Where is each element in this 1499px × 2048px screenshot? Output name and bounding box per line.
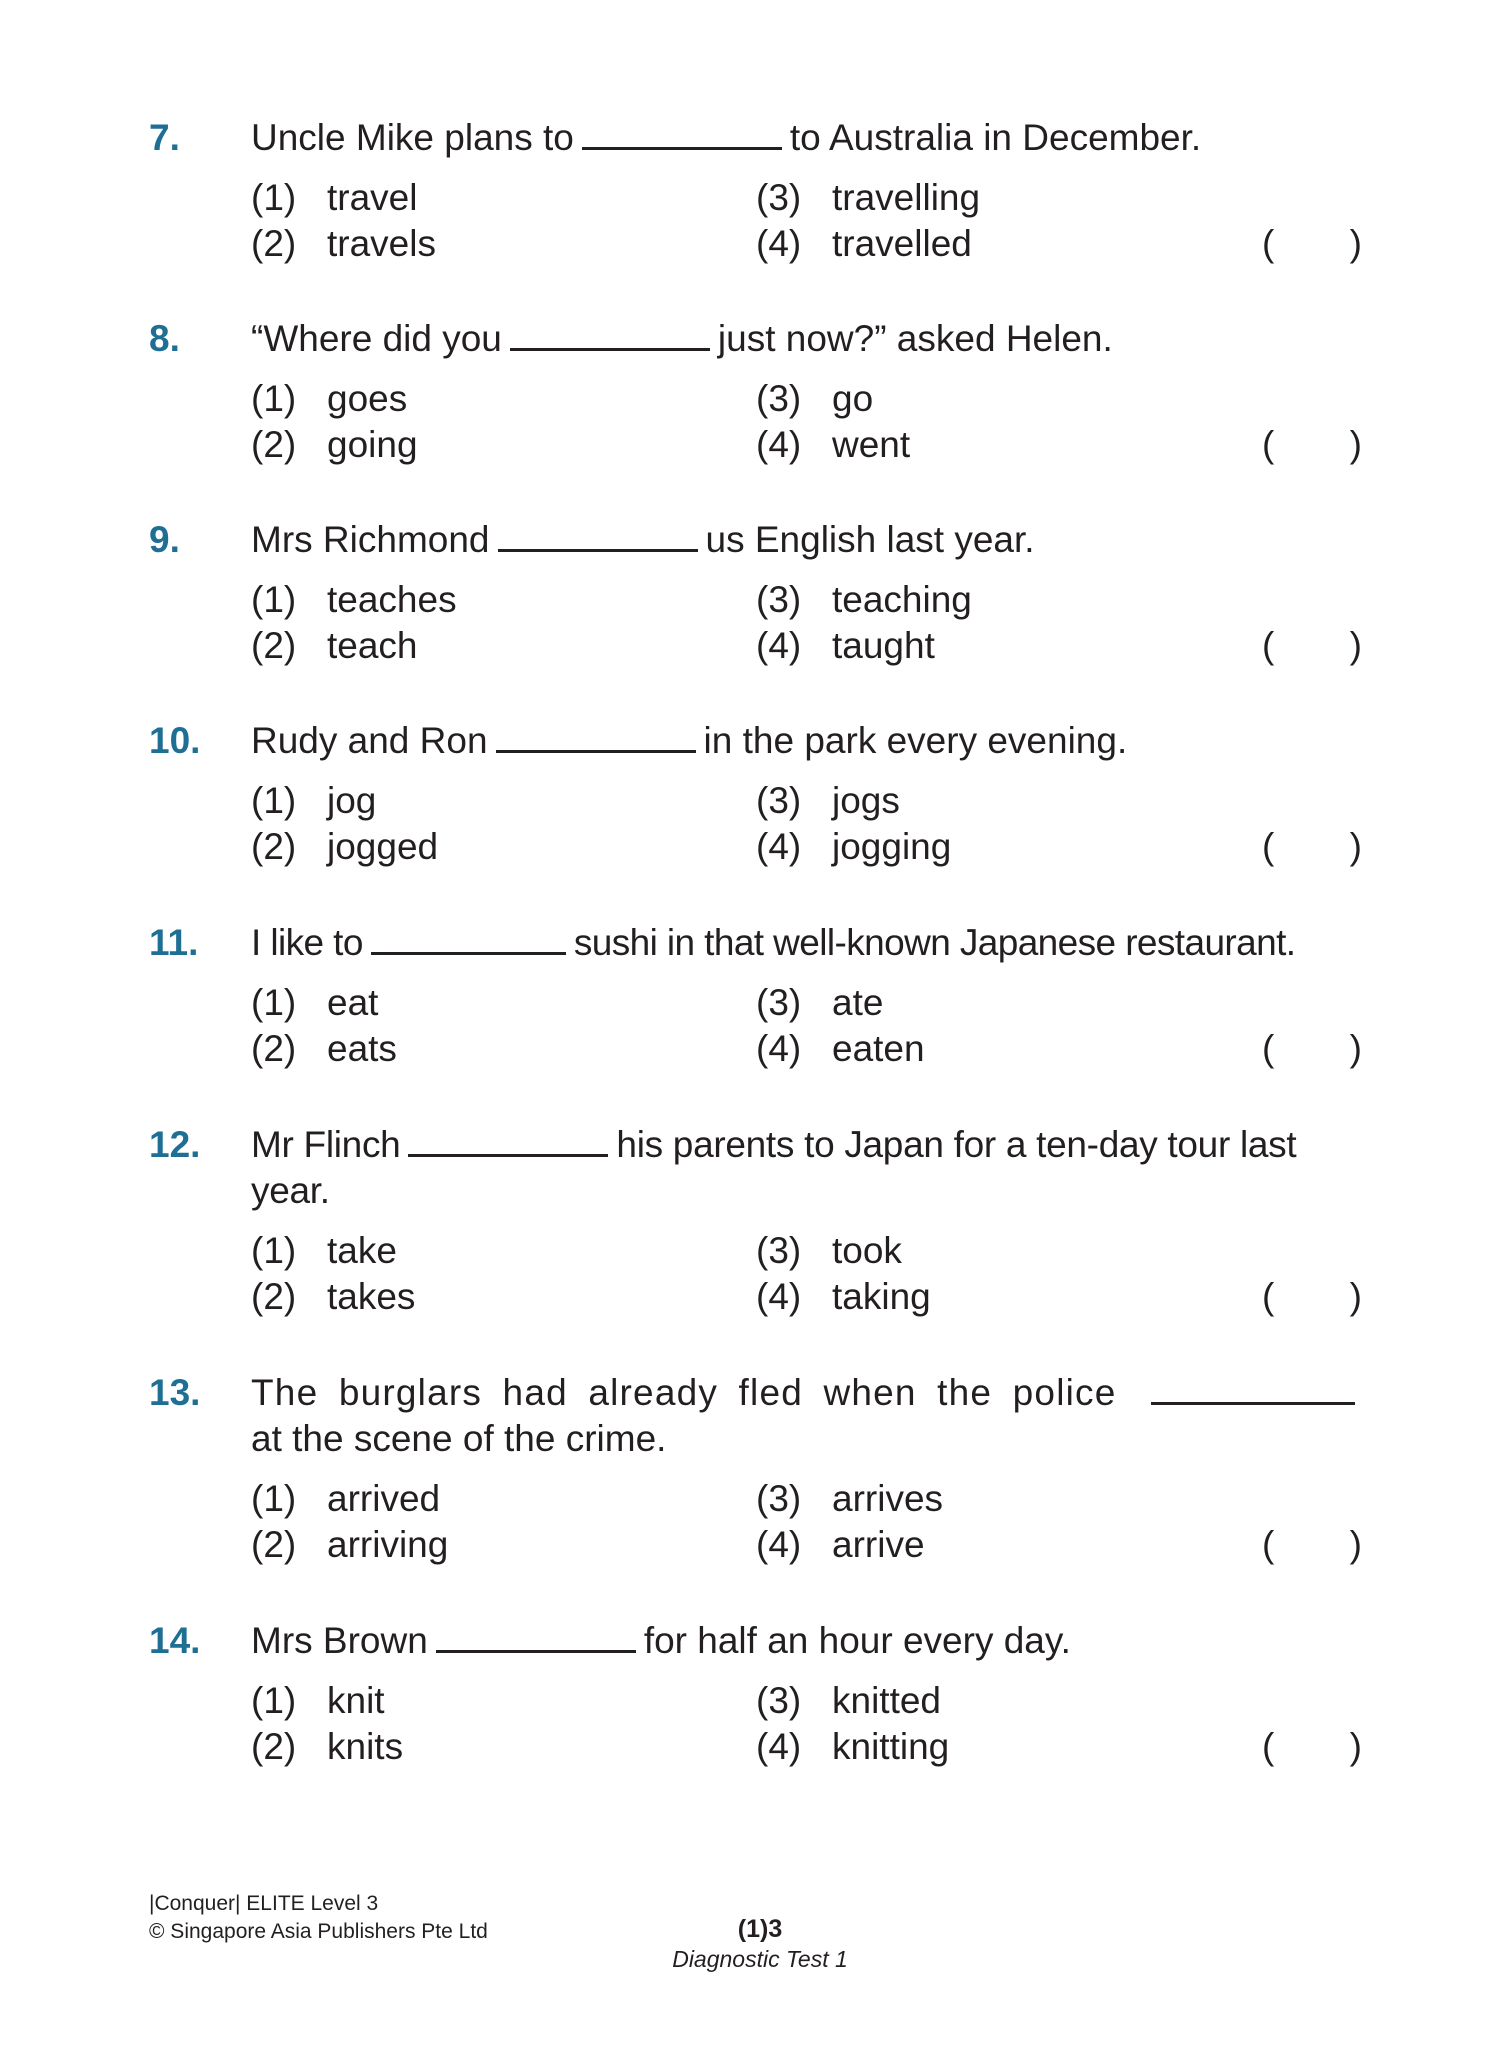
option-1[interactable]: (1) take bbox=[251, 1230, 397, 1271]
footer-copyright: © Singapore Asia Publishers Pte Ltd bbox=[149, 1920, 488, 1943]
question-number: 10. bbox=[149, 720, 201, 761]
option-1[interactable]: (1) goes bbox=[251, 378, 408, 419]
option-3[interactable]: (3) took bbox=[756, 1230, 902, 1271]
stem-before: I like to bbox=[251, 922, 363, 963]
stem-before: Rudy and Ron bbox=[251, 720, 488, 761]
question-stem bbox=[251, 1122, 1363, 1214]
option-2[interactable]: (2) knits bbox=[251, 1726, 404, 1767]
option-4[interactable]: (4) taking bbox=[756, 1276, 931, 1317]
option-2[interactable]: (2) jogged bbox=[251, 826, 439, 867]
option-3[interactable]: (3) ate bbox=[756, 982, 884, 1023]
option-1[interactable]: (1) jog bbox=[251, 780, 377, 821]
test-name: Diagnostic Test 1 bbox=[672, 1946, 848, 1972]
answer-blank[interactable] bbox=[582, 117, 782, 150]
option-4[interactable]: (4) knitting bbox=[756, 1726, 950, 1767]
option-1[interactable]: (1) travel bbox=[251, 177, 418, 218]
option-2[interactable]: (2) eats bbox=[251, 1028, 397, 1069]
stem-after: just now?” asked Helen. bbox=[717, 318, 1113, 359]
stem-before: Mrs Brown bbox=[251, 1620, 428, 1661]
stem-after: at the scene of the crime. bbox=[251, 1418, 667, 1459]
option-1[interactable]: (1) knit bbox=[251, 1680, 385, 1721]
question-stem bbox=[251, 316, 1363, 362]
page-number: (1)3 bbox=[737, 1915, 783, 1943]
question-number: 14. bbox=[149, 1620, 201, 1661]
option-3[interactable]: (3) teaching bbox=[756, 579, 972, 620]
question-stem bbox=[251, 1618, 1363, 1664]
answer-blank[interactable] bbox=[371, 922, 566, 955]
question-number: 12. bbox=[149, 1124, 201, 1165]
option-3[interactable]: (3) arrives bbox=[756, 1478, 944, 1519]
option-4[interactable]: (4) taught bbox=[756, 625, 935, 666]
answer-blank[interactable] bbox=[408, 1124, 608, 1157]
option-4[interactable]: (4) went bbox=[756, 424, 911, 465]
option-2[interactable]: (2) arriving bbox=[251, 1524, 449, 1565]
stem-before: Mr Flinch bbox=[251, 1124, 401, 1165]
option-3[interactable]: (3) travelling bbox=[756, 177, 981, 218]
question-stem bbox=[251, 1370, 1363, 1462]
question-stem bbox=[251, 920, 1363, 966]
option-3[interactable]: (3) go bbox=[756, 378, 874, 419]
stem-after: sushi in that well-known Japanese restaurant. bbox=[573, 922, 1296, 963]
question-number: 11. bbox=[149, 922, 199, 963]
option-4[interactable]: (4) eaten bbox=[756, 1028, 925, 1069]
question-stem bbox=[251, 517, 1363, 563]
stem-after: for half an hour every day. bbox=[643, 1620, 1071, 1661]
footer-publisher bbox=[149, 1890, 488, 1946]
option-2[interactable]: (2) takes bbox=[251, 1276, 416, 1317]
option-4[interactable]: (4) jogging bbox=[756, 826, 952, 867]
stem-after: to Australia in December. bbox=[789, 117, 1202, 158]
option-1[interactable]: (1) teaches bbox=[251, 579, 457, 620]
stem-before: Uncle Mike plans to bbox=[251, 117, 574, 158]
answer-blank[interactable] bbox=[1151, 1372, 1355, 1405]
answer-blank[interactable] bbox=[436, 1620, 636, 1653]
option-1[interactable]: (1) eat bbox=[251, 982, 379, 1023]
option-4[interactable]: (4) travelled bbox=[756, 223, 972, 264]
question-stem bbox=[251, 718, 1363, 764]
question-number: 9. bbox=[149, 519, 180, 560]
option-3[interactable]: (3) knitted bbox=[756, 1680, 942, 1721]
footer-series: |Conquer| ELITE Level 3 bbox=[149, 1892, 379, 1915]
option-4[interactable]: (4) arrive bbox=[756, 1524, 925, 1565]
answer-blank[interactable] bbox=[496, 720, 696, 753]
option-2[interactable]: (2) travels bbox=[251, 223, 436, 264]
stem-before: Mrs Richmond bbox=[251, 519, 490, 560]
question-number: 8. bbox=[149, 318, 180, 359]
answer-blank[interactable] bbox=[510, 318, 710, 351]
option-1[interactable]: (1) arrived bbox=[251, 1478, 441, 1519]
answer-blank[interactable] bbox=[498, 519, 698, 552]
question-stem bbox=[251, 115, 1363, 161]
stem-before: The burglars had already fled when the police bbox=[251, 1372, 1117, 1413]
option-2[interactable]: (2) teach bbox=[251, 625, 418, 666]
stem-after: us English last year. bbox=[705, 519, 1035, 560]
option-3[interactable]: (3) jogs bbox=[756, 780, 900, 821]
question-number: 13. bbox=[149, 1372, 201, 1413]
option-2[interactable]: (2) going bbox=[251, 424, 418, 465]
stem-before: “Where did you bbox=[251, 318, 502, 359]
stem-after: his parents to Japan for a ten-day tour last year. bbox=[251, 1124, 1297, 1211]
stem-after: in the park every evening. bbox=[703, 720, 1128, 761]
question-number: 7. bbox=[149, 117, 180, 158]
